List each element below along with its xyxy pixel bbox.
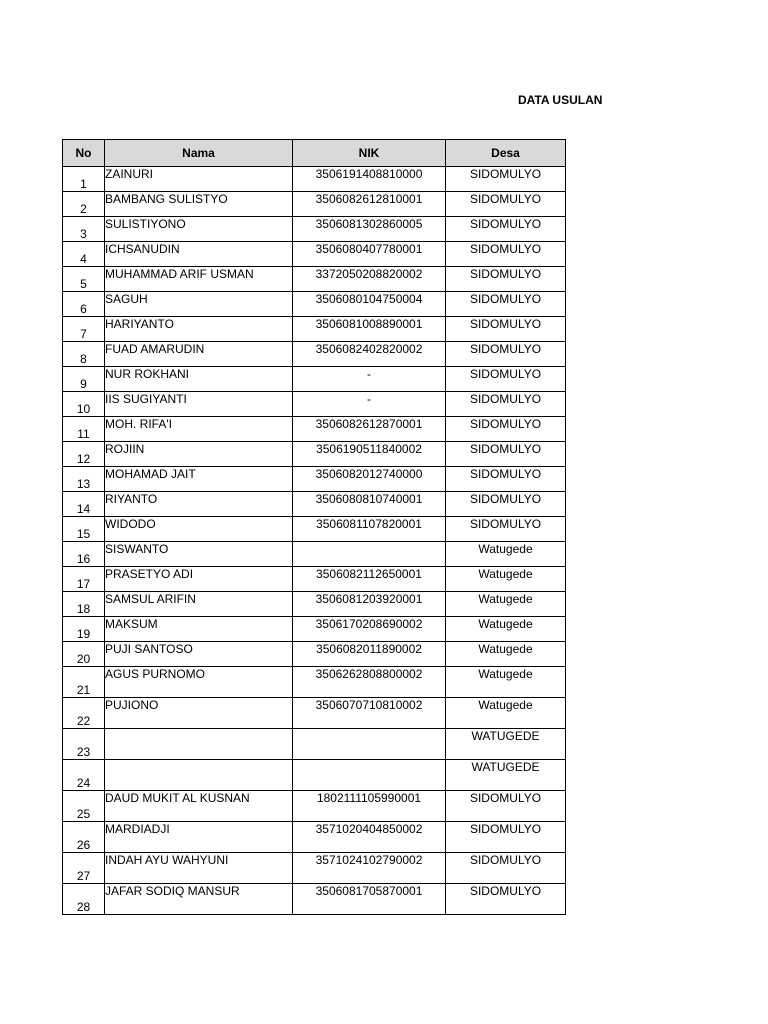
- cell-nama: SAGUH: [105, 292, 293, 317]
- table-row: [63, 542, 566, 567]
- cell-desa: WATUGEDE: [446, 729, 566, 760]
- cell-no: 4: [63, 242, 105, 267]
- cell-nama: MARDIADJI: [105, 822, 293, 853]
- cell-no: 13: [63, 467, 105, 492]
- cell-desa: SIDOMULYO: [446, 392, 566, 417]
- cell-nama: FUAD AMARUDIN: [105, 342, 293, 367]
- cell-nik: 3506082402820002: [293, 342, 446, 367]
- cell-nik: 3506081705870001: [293, 884, 446, 915]
- cell-nik: [293, 760, 446, 791]
- cell-no: 14: [63, 492, 105, 517]
- table-row: [63, 392, 566, 417]
- cell-nik: 3506262808800002: [293, 667, 446, 698]
- table-row: [63, 853, 566, 884]
- cell-desa: Watugede: [446, 542, 566, 567]
- cell-nik: 3506082112650001: [293, 567, 446, 592]
- table-row: [63, 791, 566, 822]
- cell-nama: MUHAMMAD ARIF USMAN: [105, 267, 293, 292]
- table-row: [63, 492, 566, 517]
- cell-no: 21: [63, 667, 105, 698]
- cell-desa: WATUGEDE: [446, 760, 566, 791]
- cell-no: 12: [63, 442, 105, 467]
- table-row: [63, 167, 566, 192]
- cell-nik: 3506081107820001: [293, 517, 446, 542]
- cell-no: 15: [63, 517, 105, 542]
- table-row: [63, 242, 566, 267]
- cell-no: 17: [63, 567, 105, 592]
- cell-nik: 3506080104750004: [293, 292, 446, 317]
- table-row: [63, 417, 566, 442]
- cell-desa: SIDOMULYO: [446, 292, 566, 317]
- cell-nama: HARIYANTO: [105, 317, 293, 342]
- cell-desa: Watugede: [446, 592, 566, 617]
- cell-desa: SIDOMULYO: [446, 517, 566, 542]
- page-title: DATA USULAN: [518, 93, 603, 107]
- cell-nik: 3571024102790002: [293, 853, 446, 884]
- cell-desa: SIDOMULYO: [446, 884, 566, 915]
- table-row: [63, 342, 566, 367]
- cell-no: 19: [63, 617, 105, 642]
- cell-desa: SIDOMULYO: [446, 342, 566, 367]
- cell-nama: ROJIIN: [105, 442, 293, 467]
- cell-no: 16: [63, 542, 105, 567]
- cell-nik: 3506081302860005: [293, 217, 446, 242]
- table-row: [63, 367, 566, 392]
- column-header-nik: NIK: [293, 140, 446, 167]
- cell-desa: Watugede: [446, 617, 566, 642]
- cell-desa: Watugede: [446, 642, 566, 667]
- cell-desa: SIDOMULYO: [446, 822, 566, 853]
- cell-nik: 3506080407780001: [293, 242, 446, 267]
- cell-desa: SIDOMULYO: [446, 492, 566, 517]
- cell-nik: 3372050208820002: [293, 267, 446, 292]
- cell-nama: INDAH AYU WAHYUNI: [105, 853, 293, 884]
- cell-nik: 3506170208690002: [293, 617, 446, 642]
- cell-no: 5: [63, 267, 105, 292]
- cell-nama: SAMSUL ARIFIN: [105, 592, 293, 617]
- cell-nik: 1802111105990001: [293, 791, 446, 822]
- cell-nama: PUJIONO: [105, 698, 293, 729]
- table-row: [63, 192, 566, 217]
- cell-desa: SIDOMULYO: [446, 317, 566, 342]
- cell-no: 18: [63, 592, 105, 617]
- cell-no: 10: [63, 392, 105, 417]
- cell-nama: JAFAR SODIQ MANSUR: [105, 884, 293, 915]
- cell-nik: 3506081008890001: [293, 317, 446, 342]
- cell-nama: MOHAMAD JAIT: [105, 467, 293, 492]
- cell-desa: SIDOMULYO: [446, 442, 566, 467]
- cell-nik: 3506082612870001: [293, 417, 446, 442]
- cell-nama: MOH. RIFA'I: [105, 417, 293, 442]
- cell-desa: SIDOMULYO: [446, 467, 566, 492]
- column-header-desa: Desa: [446, 140, 566, 167]
- cell-nama: IIS SUGIYANTI: [105, 392, 293, 417]
- table-row: [63, 317, 566, 342]
- cell-nik: 3506081203920001: [293, 592, 446, 617]
- cell-nama: WIDODO: [105, 517, 293, 542]
- cell-no: 9: [63, 367, 105, 392]
- cell-nik: 3506082011890002: [293, 642, 446, 667]
- cell-desa: SIDOMULYO: [446, 367, 566, 392]
- table-row: [63, 667, 566, 698]
- cell-nik: 3506070710810002: [293, 698, 446, 729]
- cell-no: 26: [63, 822, 105, 853]
- table-row: [63, 642, 566, 667]
- cell-nama: MAKSUM: [105, 617, 293, 642]
- cell-no: 22: [63, 698, 105, 729]
- table-row: [63, 217, 566, 242]
- cell-nik: -: [293, 367, 446, 392]
- table-row: [63, 567, 566, 592]
- table-row: [63, 292, 566, 317]
- cell-no: 25: [63, 791, 105, 822]
- cell-no: 1: [63, 167, 105, 192]
- cell-no: 28: [63, 884, 105, 915]
- cell-nama: NUR ROKHANI: [105, 367, 293, 392]
- cell-nama: SULISTIYONO: [105, 217, 293, 242]
- cell-nik: 3506082012740000: [293, 467, 446, 492]
- cell-desa: SIDOMULYO: [446, 791, 566, 822]
- table-row: [63, 517, 566, 542]
- cell-nik: 3571020404850002: [293, 822, 446, 853]
- cell-nama: AGUS PURNOMO: [105, 667, 293, 698]
- cell-desa: SIDOMULYO: [446, 853, 566, 884]
- data-table: [62, 139, 566, 915]
- cell-nik: -: [293, 392, 446, 417]
- cell-nama: PUJI SANTOSO: [105, 642, 293, 667]
- cell-desa: Watugede: [446, 667, 566, 698]
- cell-no: 27: [63, 853, 105, 884]
- table-row: [63, 822, 566, 853]
- table-row: [63, 267, 566, 292]
- table-row: [63, 442, 566, 467]
- cell-desa: Watugede: [446, 698, 566, 729]
- cell-nama: BAMBANG SULISTYO: [105, 192, 293, 217]
- cell-desa: SIDOMULYO: [446, 242, 566, 267]
- cell-no: 8: [63, 342, 105, 367]
- cell-nik: 3506191408810000: [293, 167, 446, 192]
- cell-no: 24: [63, 760, 105, 791]
- table-row: [63, 698, 566, 729]
- column-header-no: No: [63, 140, 105, 167]
- cell-no: 2: [63, 192, 105, 217]
- column-header-nama: Nama: [105, 140, 293, 167]
- cell-nama: ICHSANUDIN: [105, 242, 293, 267]
- table-row: [63, 760, 566, 791]
- cell-no: 11: [63, 417, 105, 442]
- cell-nik: 3506190511840002: [293, 442, 446, 467]
- table-row: [63, 617, 566, 642]
- cell-desa: SIDOMULYO: [446, 267, 566, 292]
- cell-desa: Watugede: [446, 567, 566, 592]
- cell-nik: [293, 542, 446, 567]
- cell-nik: [293, 729, 446, 760]
- cell-desa: SIDOMULYO: [446, 417, 566, 442]
- table-row: [63, 467, 566, 492]
- cell-nama: PRASETYO ADI: [105, 567, 293, 592]
- cell-nik: 3506080810740001: [293, 492, 446, 517]
- cell-no: 20: [63, 642, 105, 667]
- cell-no: 3: [63, 217, 105, 242]
- cell-nama: [105, 729, 293, 760]
- table-row: [63, 884, 566, 915]
- cell-nama: [105, 760, 293, 791]
- cell-no: 23: [63, 729, 105, 760]
- cell-nik: 3506082612810001: [293, 192, 446, 217]
- cell-desa: SIDOMULYO: [446, 217, 566, 242]
- table-row: [63, 592, 566, 617]
- cell-nama: SISWANTO: [105, 542, 293, 567]
- table-row: [63, 729, 566, 760]
- cell-no: 6: [63, 292, 105, 317]
- cell-no: 7: [63, 317, 105, 342]
- cell-desa: SIDOMULYO: [446, 192, 566, 217]
- cell-nama: ZAINURI: [105, 167, 293, 192]
- table-header-row: [63, 140, 566, 167]
- cell-nama: RIYANTO: [105, 492, 293, 517]
- cell-desa: SIDOMULYO: [446, 167, 566, 192]
- cell-nama: DAUD MUKIT AL KUSNAN: [105, 791, 293, 822]
